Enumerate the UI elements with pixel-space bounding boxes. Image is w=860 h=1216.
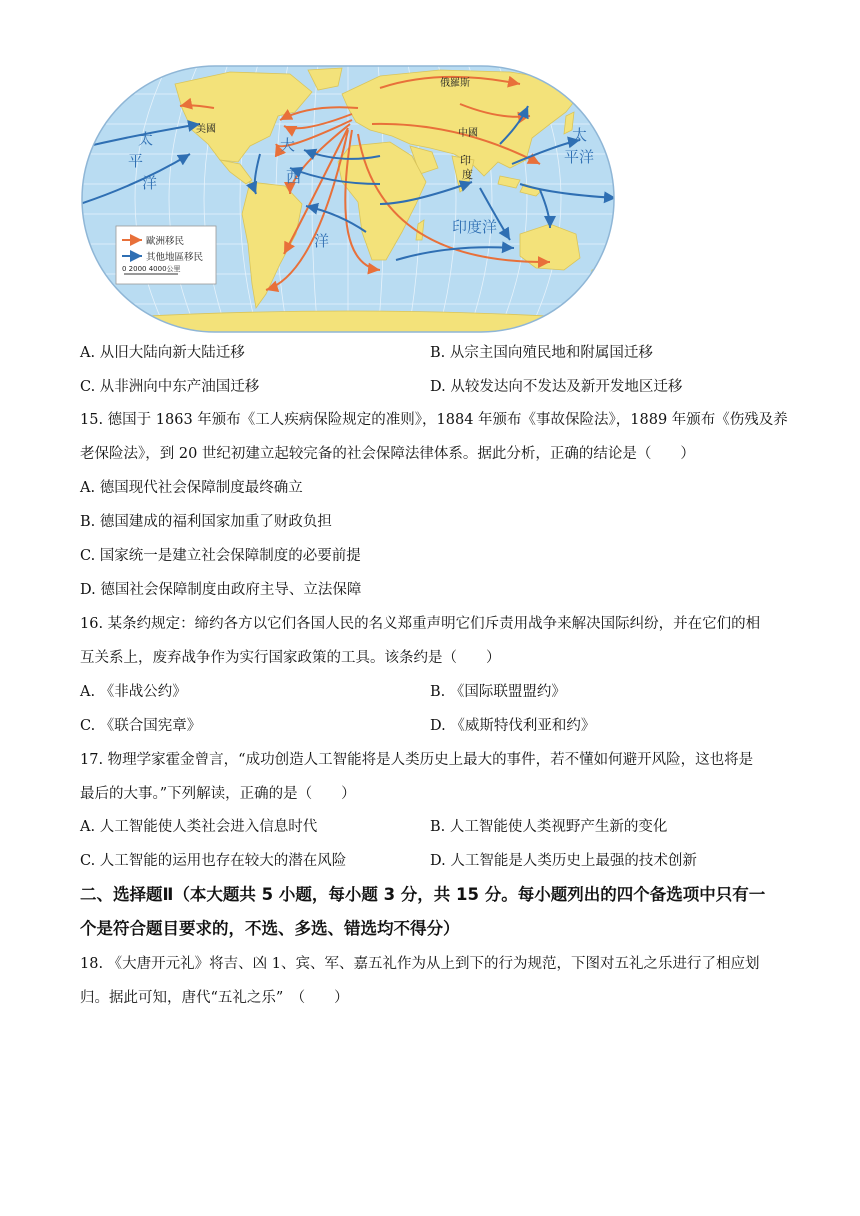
label-indian-ocean: 印度洋	[452, 218, 498, 236]
q16-option-c[interactable]: C. 《联合国宪章》	[80, 718, 202, 734]
q14-option-d[interactable]: D. 从较发达向不发达及新开发地区迁移	[430, 379, 683, 395]
q14-option-c[interactable]: C. 从非洲向中东产油国迁移	[80, 379, 260, 395]
label-pacific-left-1: 太	[138, 130, 154, 148]
label-pacific-left-3: 洋	[142, 174, 158, 192]
label-atlantic-3: 洋	[314, 232, 330, 250]
section2-heading-line2: 个是符合题目要求的，不选、多选、错选均不得分）	[80, 919, 460, 938]
q17-stem-line1: 17. 物理学家霍金曾言，“成功创造人工智能将是人类历史上最大的事件，若不懂如何避开风险，这也将是	[80, 752, 754, 768]
label-pacific-right-top: 太	[572, 126, 588, 144]
label-usa: 美國	[196, 124, 216, 135]
q17-stem-line2: 最后的大事。”下列解读，正确的是（ ）	[80, 786, 356, 802]
q18-stem-line2: 归。据此可知，唐代“五礼之乐” （ ）	[80, 990, 349, 1006]
label-pacific-right-bottom: 平洋	[564, 148, 595, 166]
label-india-1: 印	[460, 154, 471, 167]
q17-option-d[interactable]: D. 人工智能是人类历史上最强的技术创新	[430, 853, 697, 869]
label-atlantic-2: 西	[286, 168, 302, 186]
q16-option-a[interactable]: A. 《非战公约》	[80, 684, 187, 700]
q15-option-d[interactable]: D. 德国社会保障制度由政府主导、立法保障	[80, 582, 362, 598]
label-russia: 俄羅斯	[440, 78, 470, 89]
q15-stem-line2: 老保险法》，到 20 世纪初建立起较完备的社会保障法律体系。据此分析，正确的结论是（ ）	[80, 446, 695, 462]
q16-option-d[interactable]: D. 《威斯特伐利亚和约》	[430, 718, 596, 734]
q15-stem-line1: 15. 德国于 1863 年颁布《工人疾病保险规定的准则》，1884 年颁布《事故保险法》，1889 年颁布《伤残及养	[80, 412, 788, 428]
q15-option-c[interactable]: C. 国家统一是建立社会保障制度的必要前提	[80, 548, 361, 564]
q14-option-a[interactable]: A. 从旧大陆向新大陆迁移	[80, 345, 245, 361]
q16-option-b[interactable]: B. 《国际联盟盟约》	[430, 684, 566, 700]
q16-stem-line2: 互关系上，废弃战争作为实行国家政策的工具。该条约是（ ）	[80, 650, 501, 666]
q17-option-c[interactable]: C. 人工智能的运用也存在较大的潜在风险	[80, 853, 347, 869]
migration-map	[80, 64, 616, 334]
label-atlantic-1: 大	[280, 136, 296, 154]
label-india-2: 度	[462, 168, 473, 181]
q17-option-b[interactable]: B. 人工智能使人类视野产生新的变化	[430, 819, 668, 835]
section2-heading-line1: 二、选择题Ⅱ（本大题共 5 小题，每小题 3 分，共 15 分。每小题列出的四个备选项中只有一	[80, 885, 766, 904]
legend-scale: 0 2000 4000公里	[122, 265, 181, 273]
q16-stem-line1: 16. 某条约规定：缔约各方以它们各国人民的名义郑重声明它们斥责用战争来解决国际纠纷，并在它们的相	[80, 616, 761, 632]
q18-stem-line1: 18. 《大唐开元礼》将吉、凶 1、宾、军、嘉五礼作为从上到下的行为规范，下图对五礼之乐进行了相应划	[80, 956, 760, 972]
q17-option-a[interactable]: A. 人工智能使人类社会进入信息时代	[80, 819, 318, 835]
q15-option-b[interactable]: B. 德国建成的福利国家加重了财政负担	[80, 514, 332, 530]
q15-option-a[interactable]: A. 德国现代社会保障制度最终确立	[80, 480, 303, 496]
legend-other: 其他地區移民	[146, 252, 204, 263]
label-pacific-left-2: 平	[128, 152, 144, 170]
legend-europe: 歐洲移民	[146, 236, 185, 247]
label-china: 中國	[458, 128, 478, 139]
map-legend	[116, 226, 216, 284]
q14-option-b[interactable]: B. 从宗主国向殖民地和附属国迁移	[430, 345, 653, 361]
